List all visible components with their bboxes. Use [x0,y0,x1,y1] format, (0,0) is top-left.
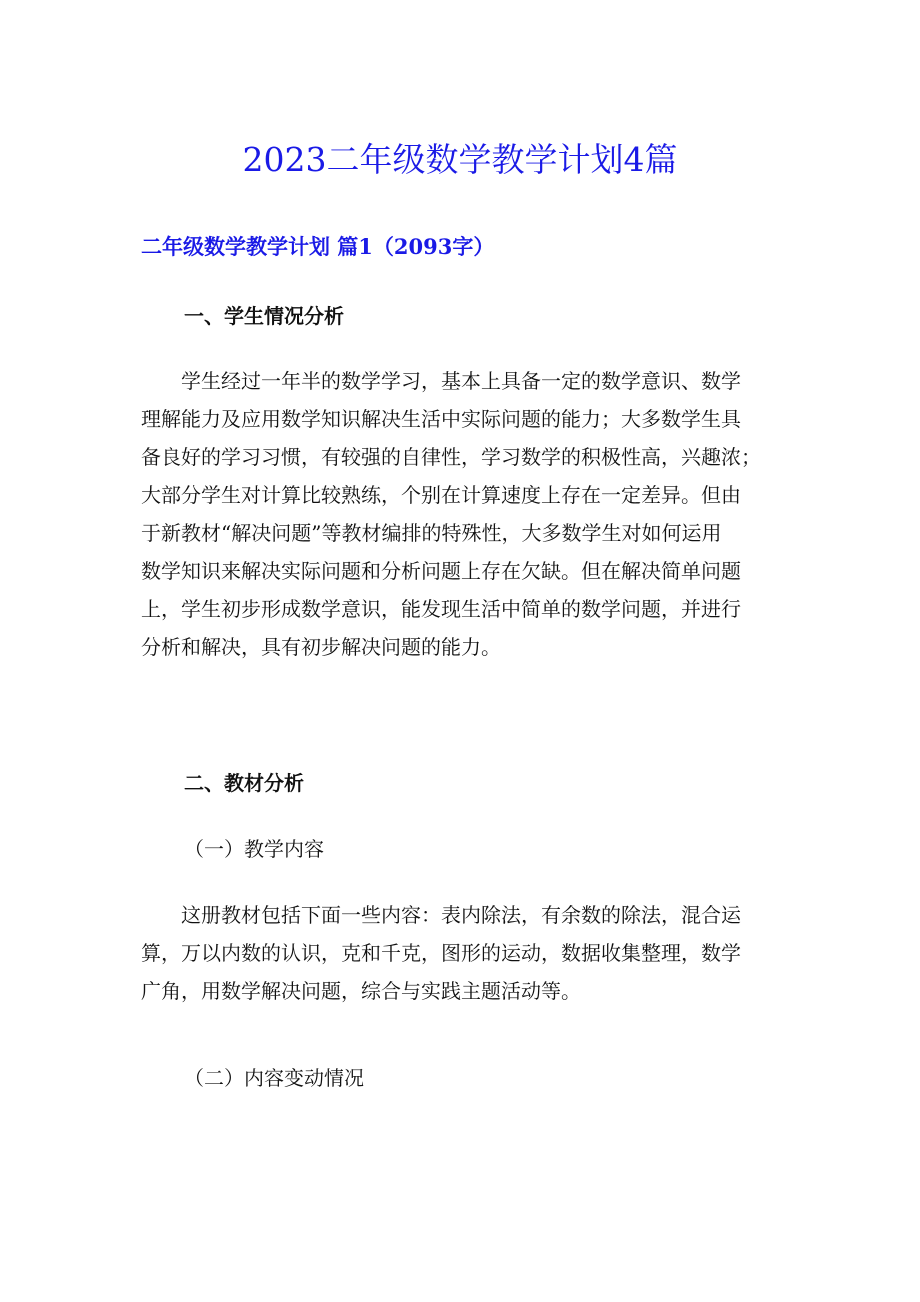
paragraph-line: 广角，用数学解决问题，综合与实践主题活动等。 [141,979,581,1003]
paragraph-line: 数学知识来解决实际问题和分析问题上存在欠缺。但在解决简单问题 [141,559,741,583]
subheading-content-changes: （二）内容变动情况 [184,1066,364,1090]
paragraph-teaching-content [141,896,785,1010]
heading-student-analysis: 一、学生情况分析 [184,304,344,328]
heading-textbook-analysis: 二、教材分析 [184,771,304,795]
paragraph-line: 于新教材“解决问题”等教材编排的特殊性，大多数学生对如何运用 [141,521,722,545]
paragraph-line: 上，学生初步形成数学意识，能发现生活中简单的数学问题，并进行 [141,597,741,621]
paragraph-line: 这册教材包括下面一些内容：表内除法，有余数的除法，混合运 [141,903,741,927]
paragraph-student-analysis [141,362,785,666]
paragraph-line: 算，万以内数的认识，克和千克，图形的运动，数据收集整理，数学 [141,941,741,965]
section-heading: 二年级数学教学计划 篇1（2093字） [141,234,495,259]
paragraph-line: 大部分学生对计算比较熟练，个别在计算速度上存在一定差异。但由 [141,483,741,507]
paragraph-line: 备良好的学习习惯，有较强的自律性，学习数学的积极性高，兴趣浓； [141,445,761,469]
paragraph-line: 分析和解决，具有初步解决问题的能力。 [141,635,501,659]
subheading-teaching-content: （一）教学内容 [184,837,324,861]
paragraph-line: 理解能力及应用数学知识解决生活中实际问题的能力；大多数学生具 [141,407,741,431]
paragraph-line: 学生经过一年半的数学学习，基本上具备一定的数学意识、数学 [141,369,741,393]
document-title: 2023二年级数学教学计划4篇 [242,140,678,179]
